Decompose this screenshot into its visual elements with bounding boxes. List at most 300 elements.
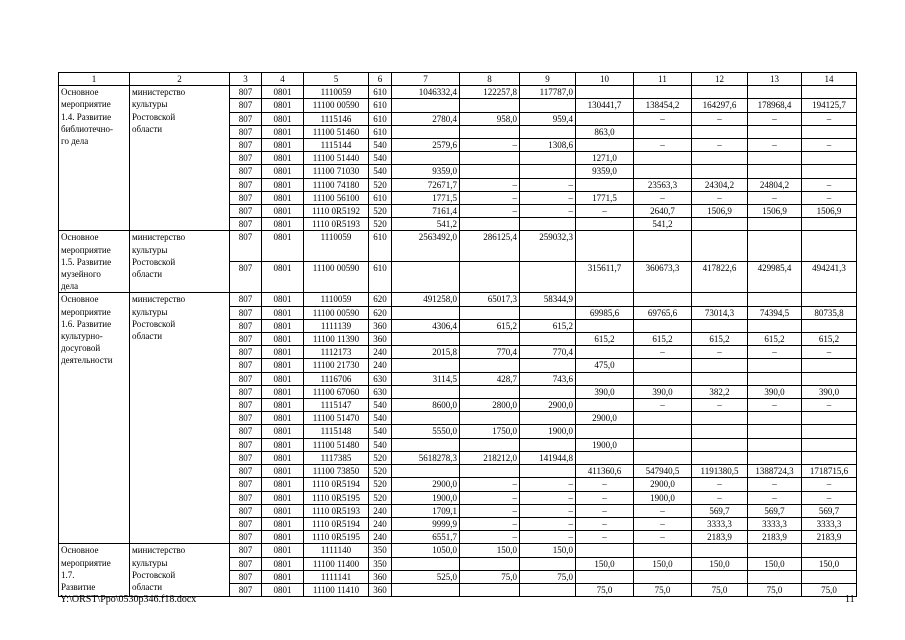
table-cell <box>802 544 857 557</box>
table-cell <box>692 231 748 262</box>
table-cell: 807 <box>230 139 262 152</box>
table-cell: 540 <box>369 399 392 412</box>
table-cell <box>460 333 520 346</box>
table-cell: 807 <box>230 570 262 583</box>
table-cell: 1111140 <box>304 544 369 557</box>
table-cell: 807 <box>230 385 262 398</box>
table-cell: 541,2 <box>392 218 460 231</box>
column-header: 11 <box>634 73 692 86</box>
table-cell: 0801 <box>262 152 304 165</box>
table-cell <box>460 385 520 398</box>
table-cell: 259032,3 <box>520 231 576 262</box>
activity-title-line: деятельности <box>61 355 113 366</box>
table-cell: – <box>460 139 520 152</box>
table-cell: 2015,8 <box>392 346 460 359</box>
table-cell <box>520 306 576 319</box>
executor-line: Ростовской <box>132 318 176 329</box>
table-cell <box>802 152 857 165</box>
table-cell <box>634 86 692 99</box>
table-cell <box>634 152 692 165</box>
table-cell: 630 <box>369 372 392 385</box>
table-row <box>59 293 857 306</box>
table-cell: – <box>634 399 692 412</box>
table-cell <box>520 99 576 112</box>
table-cell: 520 <box>369 178 392 191</box>
table-cell: 610 <box>369 191 392 204</box>
table-cell: 390,0 <box>634 385 692 398</box>
table-cell <box>802 570 857 583</box>
activity-title-line: Развитие <box>61 581 96 592</box>
table-cell: 2900,0 <box>634 478 692 491</box>
table-cell <box>692 438 748 451</box>
table-cell: 0801 <box>262 438 304 451</box>
table-cell <box>460 152 520 165</box>
table-cell <box>692 86 748 99</box>
table-cell: – <box>634 531 692 544</box>
table-cell <box>748 438 802 451</box>
column-header: 6 <box>369 73 392 86</box>
table-cell <box>520 152 576 165</box>
table-cell: 0801 <box>262 583 304 596</box>
table-cell: 1110 0R5195 <box>304 491 369 504</box>
table-cell: 1110059 <box>304 231 369 262</box>
table-cell <box>576 544 634 557</box>
table-cell <box>520 385 576 398</box>
table-cell: 1900,0 <box>576 438 634 451</box>
table-cell: 0801 <box>262 570 304 583</box>
table-cell <box>748 319 802 332</box>
table-cell: 1191380,5 <box>692 465 748 478</box>
table-cell: 959,4 <box>520 112 576 125</box>
table-cell <box>520 557 576 570</box>
table-cell: 2183,9 <box>802 531 857 544</box>
table-cell: 0801 <box>262 293 304 306</box>
table-cell <box>520 438 576 451</box>
table-cell: 807 <box>230 293 262 306</box>
table-cell: 7161,4 <box>392 205 460 218</box>
table-cell <box>392 306 460 319</box>
table-cell: 807 <box>230 152 262 165</box>
table-cell: 11100 51440 <box>304 152 369 165</box>
table-cell: – <box>460 491 520 504</box>
table-cell: – <box>802 191 857 204</box>
table-cell <box>520 412 576 425</box>
table-cell <box>802 293 857 306</box>
activity-title <box>59 293 130 544</box>
table-cell: 11100 11390 <box>304 333 369 346</box>
table-cell: 74394,5 <box>748 306 802 319</box>
table-cell <box>692 372 748 385</box>
table-cell <box>576 218 634 231</box>
table-cell: 491258,0 <box>392 293 460 306</box>
table-cell <box>460 125 520 138</box>
table-cell: 11100 11400 <box>304 557 369 570</box>
table-cell: – <box>692 478 748 491</box>
table-cell: 0801 <box>262 205 304 218</box>
table-cell: 390,0 <box>576 385 634 398</box>
activity-title-line: 1.5. Развитие <box>61 256 112 267</box>
table-cell <box>460 583 520 596</box>
table-cell: – <box>520 504 576 517</box>
table-cell: 80735,8 <box>802 306 857 319</box>
executor-line: министерство <box>132 294 186 305</box>
table-cell: – <box>748 478 802 491</box>
table-cell: 540 <box>369 152 392 165</box>
table-cell: 615,2 <box>576 333 634 346</box>
table-cell: 807 <box>230 465 262 478</box>
table-cell <box>634 451 692 464</box>
table-cell: 117787,0 <box>520 86 576 99</box>
table-cell: 1116706 <box>304 372 369 385</box>
table-cell: 807 <box>230 306 262 319</box>
table-cell <box>460 218 520 231</box>
table-cell: 3333,3 <box>748 517 802 530</box>
table-cell: – <box>520 178 576 191</box>
executor-line: министерство <box>132 232 186 243</box>
header-row <box>59 73 857 86</box>
table-cell <box>520 333 576 346</box>
table-cell: 620 <box>369 306 392 319</box>
table-cell: 240 <box>369 504 392 517</box>
table-cell: – <box>576 205 634 218</box>
table-cell: 0801 <box>262 218 304 231</box>
table-cell: 11100 74180 <box>304 178 369 191</box>
table-cell: 1388724,3 <box>748 465 802 478</box>
table-cell: 620 <box>369 293 392 306</box>
table-cell: 2900,0 <box>520 399 576 412</box>
table-cell: 1111141 <box>304 570 369 583</box>
table-cell <box>576 112 634 125</box>
table-cell: 807 <box>230 205 262 218</box>
table-cell <box>748 412 802 425</box>
table-cell: – <box>634 139 692 152</box>
table-cell <box>634 125 692 138</box>
table-cell: 1900,0 <box>634 491 692 504</box>
table-cell: 520 <box>369 218 392 231</box>
column-header: 8 <box>460 73 520 86</box>
table-cell <box>634 570 692 583</box>
activity-title <box>59 86 130 231</box>
table-cell: 240 <box>369 517 392 530</box>
table-cell <box>576 139 634 152</box>
table-cell: 0801 <box>262 319 304 332</box>
table-cell: – <box>692 346 748 359</box>
executor <box>130 544 230 597</box>
table-cell: 807 <box>230 504 262 517</box>
table-cell: 9359,0 <box>392 165 460 178</box>
table-cell: 75,0 <box>748 583 802 596</box>
table-cell <box>748 544 802 557</box>
table-cell: – <box>634 191 692 204</box>
table-cell: – <box>748 112 802 125</box>
table-cell: 1900,0 <box>392 491 460 504</box>
table-cell: 525,0 <box>392 570 460 583</box>
table-cell: 615,2 <box>692 333 748 346</box>
table-cell: 807 <box>230 86 262 99</box>
table-cell: 520 <box>369 465 392 478</box>
table-cell: 1271,0 <box>576 152 634 165</box>
table-cell: – <box>520 491 576 504</box>
table-cell: 8600,0 <box>392 399 460 412</box>
table-cell <box>692 359 748 372</box>
table-cell: 1115146 <box>304 112 369 125</box>
table-cell: 1117385 <box>304 451 369 464</box>
table-cell <box>460 262 520 293</box>
table-cell: 547940,5 <box>634 465 692 478</box>
table-cell: 540 <box>369 412 392 425</box>
table-cell: 0801 <box>262 465 304 478</box>
table-cell <box>576 86 634 99</box>
table-row <box>59 544 857 557</box>
table-cell: 65017,3 <box>460 293 520 306</box>
table-cell <box>634 293 692 306</box>
table-cell <box>748 165 802 178</box>
table-cell: 0801 <box>262 139 304 152</box>
table-cell: 520 <box>369 451 392 464</box>
footer-file-path: Y:\ORST\Ppo\0530p346.f18.docx <box>60 594 197 605</box>
table-cell: 24804,2 <box>748 178 802 191</box>
activity-title-line: го дела <box>61 136 89 147</box>
table-cell <box>692 218 748 231</box>
table-cell: – <box>748 399 802 412</box>
table-cell <box>392 125 460 138</box>
activity-title-line: досуговой <box>61 343 101 354</box>
page-number: 11 <box>845 594 855 605</box>
activity-title-line: 1.4. Развитие <box>61 111 112 122</box>
table-cell: – <box>748 139 802 152</box>
table-cell <box>576 293 634 306</box>
table-cell <box>576 399 634 412</box>
table-cell: 807 <box>230 517 262 530</box>
table-cell: 0801 <box>262 491 304 504</box>
table-cell <box>802 165 857 178</box>
table-cell: – <box>576 531 634 544</box>
table-cell <box>692 451 748 464</box>
table-cell <box>692 165 748 178</box>
table-cell: 770,4 <box>520 346 576 359</box>
table-cell <box>392 152 460 165</box>
table-cell <box>748 425 802 438</box>
table-cell: 807 <box>230 359 262 372</box>
table-cell: – <box>460 205 520 218</box>
table-cell: 150,0 <box>692 557 748 570</box>
table-cell: 150,0 <box>748 557 802 570</box>
table-cell <box>392 438 460 451</box>
executor-line: культуры <box>132 244 168 255</box>
executor-line: культуры <box>132 557 168 568</box>
executor-line: Ростовской <box>132 256 176 267</box>
table-cell: – <box>460 531 520 544</box>
executor <box>130 231 230 293</box>
table-cell: 615,2 <box>520 319 576 332</box>
table-cell: 807 <box>230 165 262 178</box>
table-cell: 75,0 <box>692 583 748 596</box>
table-cell: – <box>634 112 692 125</box>
table-cell <box>692 319 748 332</box>
table-cell: 0801 <box>262 544 304 557</box>
table-cell: – <box>460 191 520 204</box>
table-cell <box>392 385 460 398</box>
table-cell <box>460 557 520 570</box>
activity-title-line: Основное <box>61 232 99 243</box>
table-cell: 0801 <box>262 125 304 138</box>
table-cell: – <box>692 139 748 152</box>
table-cell: – <box>520 191 576 204</box>
table-cell: 11100 11410 <box>304 583 369 596</box>
table-cell <box>802 438 857 451</box>
table-cell <box>692 425 748 438</box>
table-cell: 0801 <box>262 178 304 191</box>
table-cell <box>460 165 520 178</box>
table-cell: – <box>802 346 857 359</box>
table-cell <box>520 165 576 178</box>
table-cell <box>748 152 802 165</box>
table-cell: 807 <box>230 451 262 464</box>
table-cell: – <box>460 478 520 491</box>
activity-title-line: мероприятие <box>61 306 111 317</box>
table-cell: 1900,0 <box>520 425 576 438</box>
column-header: 14 <box>802 73 857 86</box>
table-cell: 615,2 <box>748 333 802 346</box>
table-cell <box>748 451 802 464</box>
table-cell: 807 <box>230 231 262 262</box>
table-cell: 1110 0R5192 <box>304 205 369 218</box>
table-cell: 615,2 <box>634 333 692 346</box>
table-cell: 11100 51460 <box>304 125 369 138</box>
table-cell: 150,0 <box>634 557 692 570</box>
table-cell: 540 <box>369 438 392 451</box>
table-cell: 0801 <box>262 346 304 359</box>
activity-title <box>59 544 130 597</box>
activity-title-line: мероприятие <box>61 99 111 110</box>
table-cell: – <box>748 491 802 504</box>
table-cell: 0801 <box>262 112 304 125</box>
table-cell: 72671,7 <box>392 178 460 191</box>
table-cell: 0801 <box>262 451 304 464</box>
table-cell: 610 <box>369 86 392 99</box>
table-cell: 390,0 <box>802 385 857 398</box>
table-cell: 360 <box>369 570 392 583</box>
table-cell: 1110 0R5194 <box>304 478 369 491</box>
activity-title-line: 1.6. Развитие <box>61 318 112 329</box>
table-cell <box>520 359 576 372</box>
table-cell: – <box>634 504 692 517</box>
table-cell: 382,2 <box>692 385 748 398</box>
executor-line: культуры <box>132 306 168 317</box>
table-cell: – <box>802 399 857 412</box>
table-cell <box>692 412 748 425</box>
table-cell <box>748 218 802 231</box>
table-cell: 0801 <box>262 372 304 385</box>
table-cell: 520 <box>369 478 392 491</box>
table-cell: 164297,6 <box>692 99 748 112</box>
table-cell: 1112173 <box>304 346 369 359</box>
table-cell: – <box>802 491 857 504</box>
table-cell: 350 <box>369 544 392 557</box>
executor-line: культуры <box>132 99 168 110</box>
table-cell: 520 <box>369 205 392 218</box>
table-cell: 807 <box>230 478 262 491</box>
table-cell: 1115148 <box>304 425 369 438</box>
table-cell: 9359,0 <box>576 165 634 178</box>
table-cell: 807 <box>230 112 262 125</box>
table-cell <box>802 425 857 438</box>
table-cell <box>460 99 520 112</box>
table-cell: 807 <box>230 333 262 346</box>
table-cell: 240 <box>369 359 392 372</box>
table-cell: 807 <box>230 99 262 112</box>
table-cell: 58344,9 <box>520 293 576 306</box>
table-cell <box>460 359 520 372</box>
table-cell: 0801 <box>262 557 304 570</box>
table-cell <box>460 465 520 478</box>
table-cell: 1110 0R5193 <box>304 218 369 231</box>
table-cell <box>392 333 460 346</box>
activity-title-line: дела <box>61 281 79 292</box>
table-cell: 240 <box>369 531 392 544</box>
executor <box>130 293 230 544</box>
table-cell <box>392 262 460 293</box>
executor-line: области <box>132 581 163 592</box>
table-cell: 541,2 <box>634 218 692 231</box>
table-cell <box>520 218 576 231</box>
table-cell <box>692 125 748 138</box>
table-cell: 150,0 <box>460 544 520 557</box>
table-cell: 1506,9 <box>692 205 748 218</box>
table-cell: 0801 <box>262 86 304 99</box>
table-cell: 0801 <box>262 262 304 293</box>
table-cell: – <box>576 517 634 530</box>
table-cell: 75,0 <box>634 583 692 596</box>
table-cell <box>392 99 460 112</box>
table-cell: 1709,1 <box>392 504 460 517</box>
table-cell: 411360,6 <box>576 465 634 478</box>
table-cell <box>634 372 692 385</box>
table-cell <box>692 544 748 557</box>
budget-table <box>58 72 857 597</box>
table-cell: 69765,6 <box>634 306 692 319</box>
table-cell <box>520 583 576 596</box>
table-cell: 286125,4 <box>460 231 520 262</box>
executor-line: министерство <box>132 545 186 556</box>
table-cell: 138454,2 <box>634 99 692 112</box>
table-cell: 122257,8 <box>460 86 520 99</box>
table-cell <box>748 293 802 306</box>
table-cell: 807 <box>230 491 262 504</box>
activity-title-line: мероприятие <box>61 557 111 568</box>
table-cell <box>392 412 460 425</box>
table-cell: 807 <box>230 319 262 332</box>
table-cell: 360 <box>369 333 392 346</box>
table-cell <box>802 231 857 262</box>
table-cell: 807 <box>230 178 262 191</box>
table-cell: 0801 <box>262 385 304 398</box>
table-cell <box>634 412 692 425</box>
table-cell: 807 <box>230 425 262 438</box>
table-cell: 178968,4 <box>748 99 802 112</box>
table-cell: 0801 <box>262 191 304 204</box>
table-cell: 807 <box>230 531 262 544</box>
table-cell: 315611,7 <box>576 262 634 293</box>
table-cell: 610 <box>369 99 392 112</box>
table-cell: 11100 67060 <box>304 385 369 398</box>
executor-line: Ростовской <box>132 111 176 122</box>
table-row <box>59 231 857 262</box>
table-cell: 69985,6 <box>576 306 634 319</box>
table-cell: 75,0 <box>460 570 520 583</box>
table-cell <box>576 178 634 191</box>
table-cell <box>392 359 460 372</box>
